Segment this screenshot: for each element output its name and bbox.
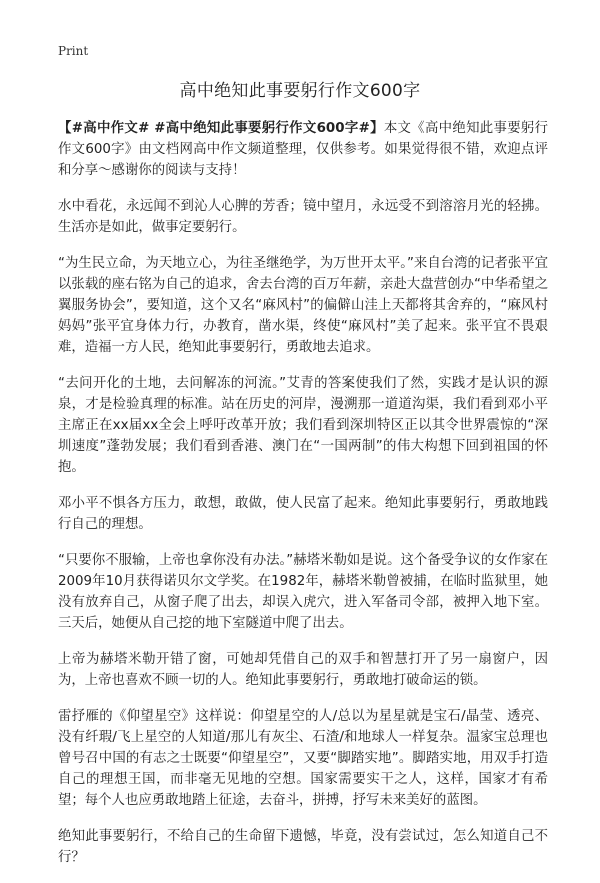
intro-paragraph: [58, 118, 548, 181]
intro-text: 本文《高中绝知此事要躬行作文600字》由文档网高中作文频道整理，仅供参考。如果觉得很不错，欢迎点评和分享～感谢你的阅读与支持！: [58, 121, 549, 178]
article-paragraph-5: “只要你不服输，上帝也拿你没有办法。”赫塔米勒如是说。这个备受争议的女作家在2009年10月获得诺贝尔文学奖。在1982年，赫塔米勒曾被捕，在临时监狱里，她没有放弃自己，从窗子爬了出去，却误入虎穴，进入军备司令部，被押入地下室。三天后，她便从自己挖的地下室隧道中爬了出去。: [58, 553, 548, 631]
page-title: 高中绝知此事要躬行作文600字: [179, 81, 421, 101]
article-body: [58, 118, 548, 883]
article-paragraph-4: 邓小平不惧各方压力，敢想，敢做，使人民富了起来。绝知此事要躬行，勇敢地践行自己的理想。: [58, 496, 548, 532]
article-paragraph-2: “为生民立命，为天地立心，为往圣继绝学，为万世开太平。”来自台湾的记者张平宜以张载的座右铭为自己的追求，舍去台湾的百万年薪，亲赴大盘营创办“中华希望之翼服务协会”，要知道，这个又名“麻风村”的偏僻山洼上天都将其舍弃的，“麻风村妈妈”张平宜身体力行，办教育，凿水渠，终使“麻风村”美了起来。张平宜不畏艰难，造福一方人民，绝知此事要躬行，勇敢地去追求。: [58, 256, 548, 355]
article-paragraph-1: 水中看花，永远闻不到沁人心脾的芳香；镜中望月，永远受不到溶溶月光的轻拂。生活亦是如此，做事定要躬行。: [58, 199, 548, 235]
article-paragraph-7: 雷抒雁的《仰望星空》这样说：仰望星空的人/总以为星星就是宝石/晶莹、透亮、没有纤瑕/飞上星空的人知道/那儿有灰尘、石渣/和地球人一样复杂。温家宝总理也曾号召中国的有志之士既要“仰望星空”，又要“脚踏实地”。脚踏实地，用双手打造自己的理想王国，而非毫无见地的空想。国家需要实干之人，这样，国家才有希望；每个人也应勇敢地踏上征途，去奋斗，拼搏，抒写未来美好的蓝图。: [58, 709, 548, 808]
article-paragraph-3: “去问开化的土地，去问解冻的河流。”艾青的答案使我们了然，实践才是认识的源泉，才是检验真理的标准。站在历史的河岸，漫溯那一道道沟渠，我们看到邓小平主席正在xx届xx全会上呼吁改革开放；我们看到深圳特区正以其令世界震惊的“深圳速度”蓬勃发展；我们看到香港、澳门在“一国两制”的伟大构想下回到祖国的怀抱。: [58, 376, 548, 475]
intro-tag: 【#高中作文# #高中绝知此事要躬行作文600字#】: [58, 121, 384, 136]
article-paragraph-8: 绝知此事要躬行，不给自己的生命留下遗憾，毕竟，没有尝试过，怎么知道自己不行？: [58, 829, 548, 865]
print-label[interactable]: Print: [58, 44, 89, 58]
article-paragraph-6: 上帝为赫塔米勒开错了窗，可她却凭借自己的双手和智慧打开了另一扇窗户，因为，上帝也喜欢不顾一切的人。绝知此事要躬行，勇敢地打破命运的锁。: [58, 652, 548, 688]
